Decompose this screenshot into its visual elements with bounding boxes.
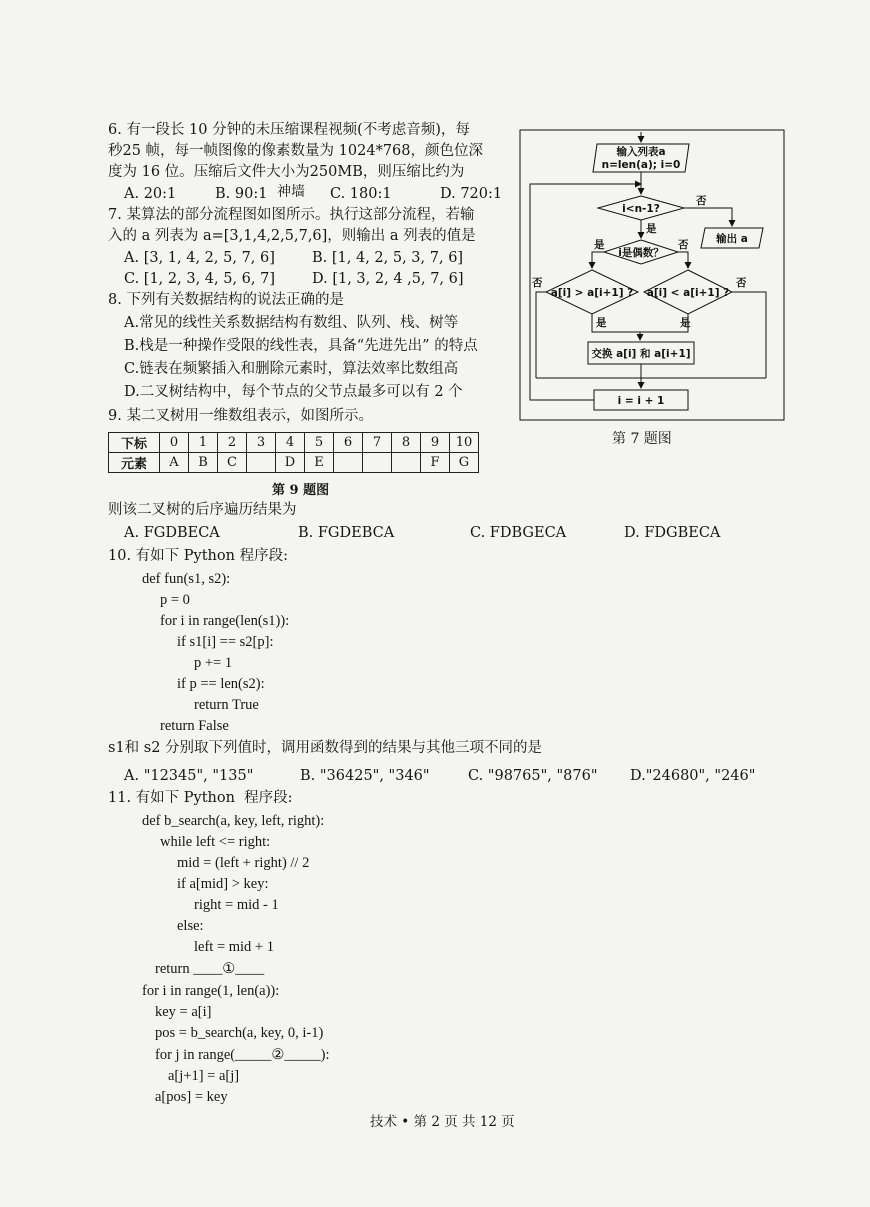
code-line: if s1[i] == s2[p]: [177, 634, 274, 650]
table-cell: A [160, 453, 189, 473]
table-cell: E [305, 453, 334, 473]
q6-option-c: C. 180:1 [330, 186, 392, 202]
q9-option-b: B. FGDEBCA [298, 525, 395, 541]
q9-caption: 第 9 题图 [272, 483, 330, 498]
code-line: else: [177, 918, 204, 934]
code-line: while left <= right: [160, 834, 271, 850]
q8-option-c: C.链表在频繁插入和删除元素时，算法效率比数组高 [124, 361, 459, 377]
table-cell: 7 [363, 433, 392, 453]
q7-option-c: C. [1, 2, 3, 4, 5, 6, 7] [124, 271, 275, 287]
fc-output: 输出 a [716, 233, 748, 245]
fc-cond-main: i<n-1? [622, 203, 660, 215]
table-cell: 3 [247, 433, 276, 453]
fc-input-line1: 输入列表a [616, 146, 666, 158]
code-line: return False [160, 718, 229, 734]
code-line: for j in range(_____②_____): [155, 1047, 330, 1063]
q6-line1: 6. 有一段长 10 分钟的未压缩课程视频(不考虑音频)，每 [108, 122, 470, 138]
q7-option-d: D. [1, 3, 2, 4 ,5, 7, 6] [312, 271, 464, 287]
code-line: pos = b_search(a, key, 0, i-1) [155, 1025, 324, 1041]
table-cell: D [276, 453, 305, 473]
table-cell: 1 [189, 433, 218, 453]
table-row [109, 433, 479, 453]
table-cell [392, 453, 421, 473]
table-header-element: 元素 [109, 453, 160, 473]
table-cell: 10 [450, 433, 479, 453]
code-line: if p == len(s2): [177, 676, 265, 692]
q9-stem: 9. 某二叉树用一维数组表示，如图所示。 [108, 408, 373, 424]
q8-stem: 8. 下列有关数据结构的说法正确的是 [108, 292, 344, 308]
q8-option-d: D.二叉树结构中，每个节点的父节点最多可以有 2 个 [124, 384, 463, 400]
q8-option-a: A.常见的线性关系数据结构有数组、队列、栈、树等 [124, 315, 459, 331]
q6-option-d: D. 720:1 [440, 186, 503, 202]
q10-option-c: C. "98765", "876" [468, 768, 598, 784]
fc-yes-label: 是 [680, 317, 691, 329]
q6-handwritten-note: 神墙 [277, 184, 305, 200]
table-cell: 6 [334, 433, 363, 453]
table-cell: 0 [160, 433, 189, 453]
code-line: left = mid + 1 [194, 939, 274, 955]
table-cell: 9 [421, 433, 450, 453]
q9-option-c: C. FDBGECA [470, 525, 567, 541]
code-line: key = a[i] [155, 1004, 212, 1020]
q9-question: 则该二叉树的后序遍历结果为 [108, 502, 297, 518]
q7-line1: 7. 某算法的部分流程图如图所示。执行这部分流程，若输 [108, 207, 475, 223]
table-cell [363, 453, 392, 473]
code-line: for i in range(1, len(a)): [142, 983, 280, 999]
fc-no-label: 否 [736, 277, 747, 289]
fc-no-label: 否 [696, 195, 707, 207]
table-cell [334, 453, 363, 473]
fc-yes-label: 是 [646, 223, 657, 235]
q11-stem: 11. 有如下 Python 程序段: [108, 790, 293, 806]
fc-no-label: 否 [532, 277, 543, 289]
fc-swap: 交换 a[i] 和 a[i+1] [591, 348, 691, 360]
table-cell: 2 [218, 433, 247, 453]
code-line: a[j+1] = a[j] [168, 1068, 240, 1084]
fc-cond-even: i是偶数？ [618, 247, 664, 259]
q10-option-b: B. "36425", "346" [300, 768, 430, 784]
table-cell: C [218, 453, 247, 473]
q7-option-a: A. [3, 1, 4, 2, 5, 7, 6] [124, 250, 275, 266]
table-row [109, 453, 479, 473]
code-line: return True [194, 697, 259, 713]
q9-option-d: D. FDGBECA [624, 525, 721, 541]
table-cell [247, 453, 276, 473]
table-cell: 4 [276, 433, 305, 453]
table-cell: 5 [305, 433, 334, 453]
fc-cond-gt: a[i] > a[i+1] ? [550, 287, 634, 299]
q6-option-b: B. 90:1 [215, 186, 268, 202]
q6-line2: 秒25 帧，每一帧图像的像素数量为 1024*768，颜色位深 [108, 143, 483, 159]
q10-question: s1和 s2 分别取下列值时，调用函数得到的结果与其他三项不同的是 [108, 740, 543, 756]
page-footer: 技术 • 第 2 页 共 12 页 [370, 1114, 515, 1130]
table-cell: 8 [392, 433, 421, 453]
q7-caption: 第 7 题图 [612, 431, 672, 447]
q9-option-a: A. FGDBECA [124, 525, 220, 541]
q7-line2: 入的 a 列表为 a=[3,1,4,2,5,7,6]，则输出 a 列表的值是 [108, 228, 476, 244]
q10-option-d: D."24680", "246" [630, 768, 756, 784]
code-line: if a[mid] > key: [177, 876, 269, 892]
table-header-index: 下标 [109, 433, 160, 453]
q7-option-b: B. [1, 4, 2, 5, 3, 7, 6] [312, 250, 464, 266]
fc-incr: i = i + 1 [617, 395, 665, 407]
q7-flowchart [518, 126, 788, 426]
code-line: right = mid - 1 [194, 897, 279, 913]
fc-input-line2: n=len(a); i=0 [601, 159, 681, 171]
q10-option-a: A. "12345", "135" [124, 768, 254, 784]
table-cell: F [421, 453, 450, 473]
code-line: def b_search(a, key, left, right): [142, 813, 325, 829]
code-line: p += 1 [194, 655, 233, 671]
q8-option-b: B.栈是一种操作受限的线性表，具备“先进先出” 的特点 [124, 338, 478, 354]
code-line: p = 0 [160, 592, 190, 608]
code-line: mid = (left + right) // 2 [177, 855, 310, 871]
code-line: return ____①____ [155, 961, 265, 977]
table-cell: G [450, 453, 479, 473]
q9-array-table [108, 432, 479, 473]
fc-yes-label: 是 [594, 239, 605, 251]
fc-no-label: 否 [678, 239, 689, 251]
q10-stem: 10. 有如下 Python 程序段: [108, 548, 288, 564]
table-cell: B [189, 453, 218, 473]
q6-line3: 度为 16 位。压缩后文件大小为250MB，则压缩比约为 [108, 164, 465, 180]
fc-cond-lt: a[i] < a[i+1] ? [646, 287, 730, 299]
code-line: def fun(s1, s2): [142, 571, 231, 587]
code-line: for i in range(len(s1)): [160, 613, 290, 629]
fc-yes-label: 是 [596, 317, 607, 329]
q6-option-a: A. 20:1 [124, 186, 177, 202]
code-line: a[pos] = key [155, 1089, 228, 1105]
